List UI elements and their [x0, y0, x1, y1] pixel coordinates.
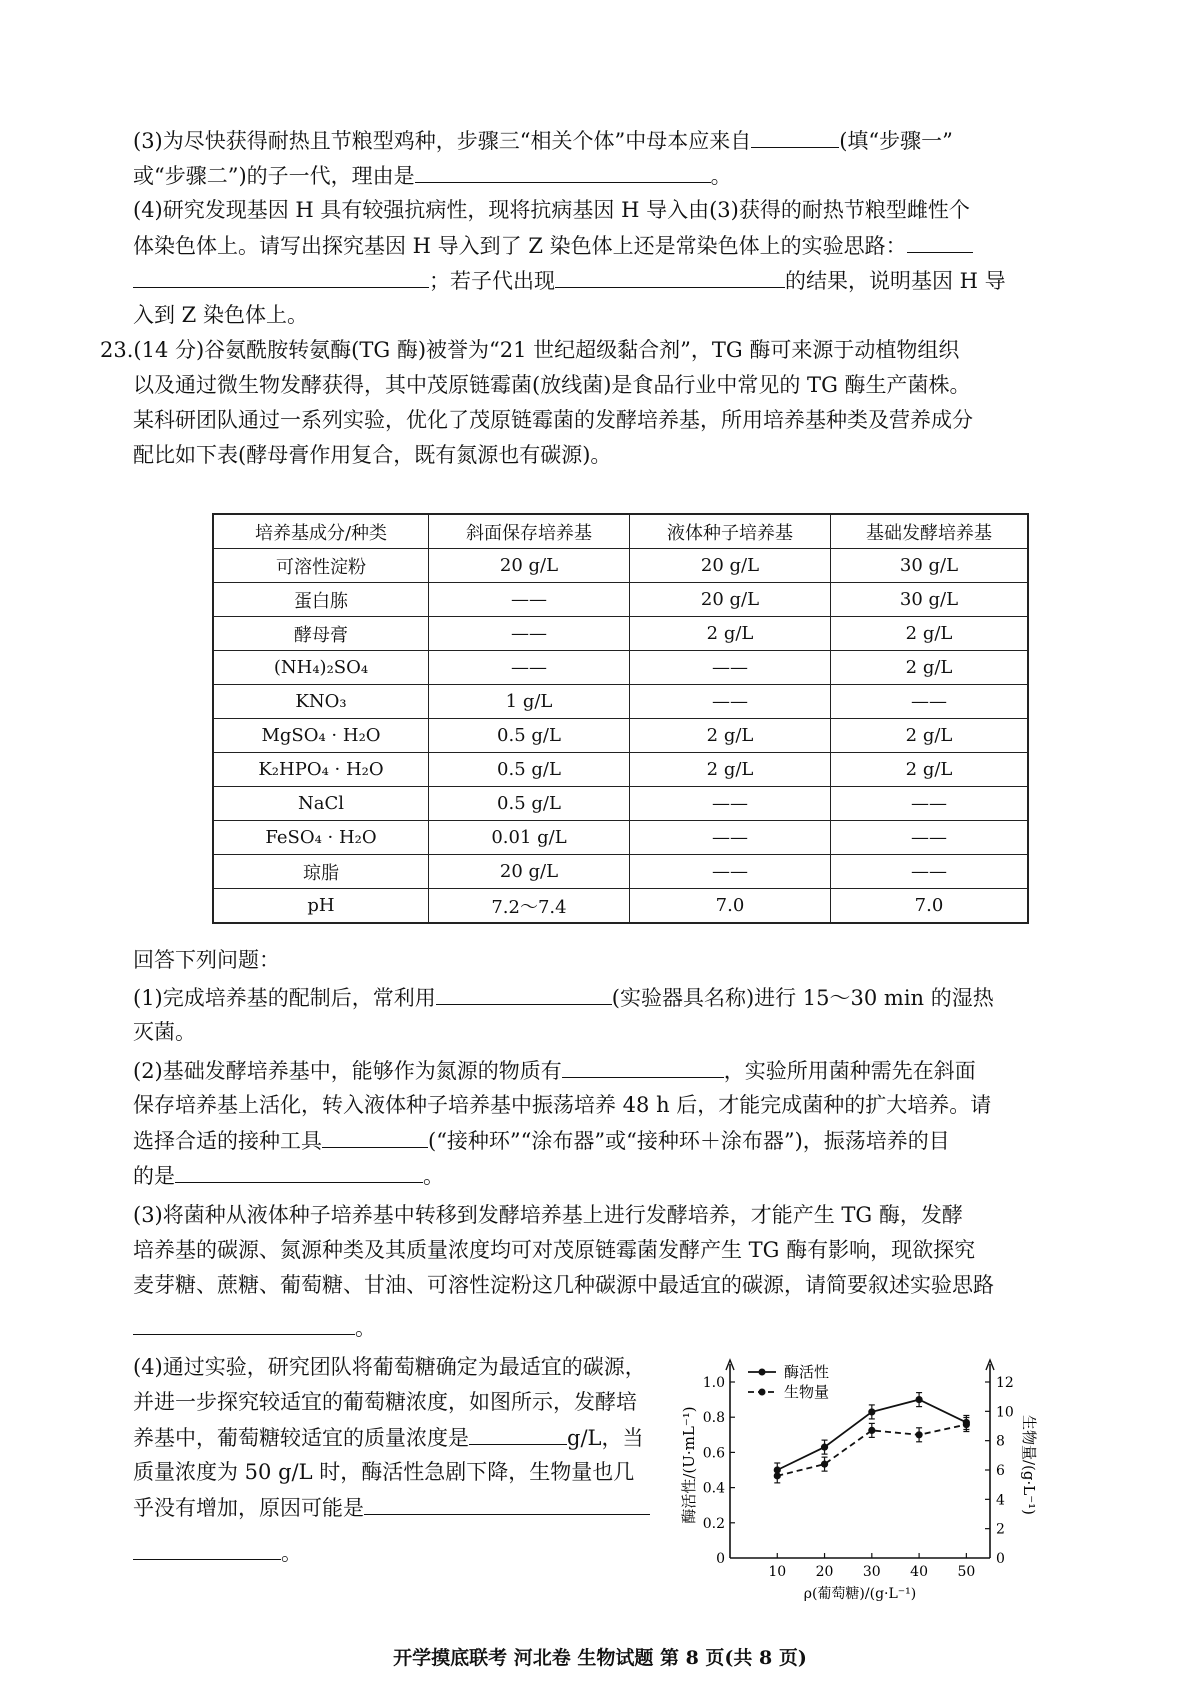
- answer-prompt-text: 回答下列问题：: [133, 948, 280, 972]
- q22-p4-text-e: 入到 Z 染色体上。: [133, 303, 308, 327]
- q23-s1-text-a: (1)完成培养基的配制后，常利用: [133, 986, 436, 1010]
- table-cell: ——: [831, 855, 1029, 889]
- q23-s4-line5: [133, 1492, 650, 1523]
- table-row-label: NaCl: [213, 787, 429, 821]
- q23-s1-line1: [133, 982, 994, 1013]
- data-point-1: [963, 1421, 970, 1428]
- table-cell: 0.5 g/L: [429, 719, 630, 753]
- q23-s2-line1: [133, 1055, 976, 1086]
- q23-s2-text-d: 选择合适的接种工具: [133, 1129, 322, 1153]
- q23-intro-line: [100, 335, 959, 365]
- left-tick-label: 0.8: [702, 1410, 725, 1427]
- table-cell: 20 g/L: [429, 855, 630, 889]
- table-row: [213, 685, 1028, 719]
- q22-p3-answer-blank-2[interactable]: [415, 160, 711, 183]
- q22-p3-end: 。: [710, 164, 732, 188]
- q23-s2-line4: [133, 1160, 444, 1191]
- q23-s4-text-f: 乎没有增加，原因可能是: [133, 1496, 364, 1520]
- data-point-0: [821, 1444, 828, 1451]
- q23-s4-text-a: (4)通过实验，研究团队将葡萄糖确定为最适宜的碳源，: [133, 1355, 646, 1379]
- q23-s1-text-c: 灭菌。: [133, 1020, 196, 1044]
- table-row: [213, 651, 1028, 685]
- data-point-0: [868, 1408, 875, 1415]
- table-cell: ——: [429, 651, 630, 685]
- right-tick-label: 2: [996, 1521, 1005, 1538]
- table-cell: ——: [429, 583, 630, 617]
- table-header-cell: 基础发酵培养基: [831, 514, 1029, 549]
- x-tick-label: 30: [862, 1564, 881, 1580]
- table-row: [213, 889, 1028, 924]
- table-cell: ——: [630, 821, 831, 855]
- table-cell: 30 g/L: [831, 549, 1029, 583]
- table-row: [213, 855, 1028, 889]
- q23-s3-text-d: 。: [355, 1316, 376, 1340]
- q23-intro-line: [133, 440, 611, 470]
- q23-s3-text-b: 培养基的碳源、氮源种类及其质量浓度均可对茂原链霉菌发酵产生 TG 酶有影响，现欲探究: [133, 1238, 976, 1262]
- q23-s3-line4: [133, 1312, 376, 1343]
- q23-s4-line1: [133, 1352, 646, 1382]
- table-cell: ——: [630, 855, 831, 889]
- table-cell: 0.5 g/L: [429, 787, 630, 821]
- data-point-1: [774, 1472, 781, 1479]
- q22-p3-text-b: (填“步骤一”: [839, 129, 953, 153]
- q22-p4-line4: [133, 300, 308, 330]
- q22-p3-answer-blank-1[interactable]: [751, 125, 839, 148]
- table-cell: 7.0: [831, 889, 1029, 924]
- q23-s1-answer-blank[interactable]: [436, 982, 612, 1005]
- q23-s4-text-c: 养基中，葡萄糖较适宜的质量浓度是: [133, 1426, 469, 1450]
- y2-axis-label: 生物量/(g·L⁻¹): [1020, 1414, 1038, 1516]
- q23-s2-text-a: (2)基础发酵培养基中，能够作为氮源的物质有: [133, 1059, 562, 1083]
- q23-s4-text-d: g/L，当: [567, 1426, 644, 1450]
- q23-s2-answer-blank-2[interactable]: [322, 1125, 428, 1148]
- q22-p3-line2: [133, 160, 732, 191]
- q23-s3-line3: [133, 1270, 994, 1300]
- left-tick-label: 0.4: [702, 1480, 725, 1497]
- legend-label-0: 酶活性: [784, 1363, 830, 1381]
- q23-s1-line2: [133, 1017, 196, 1047]
- q23-s3-answer-blank[interactable]: [133, 1312, 355, 1335]
- q23-s2-line3: [133, 1125, 950, 1156]
- table-row-label: 蛋白胨: [213, 583, 429, 617]
- table-row-label: KNO₃: [213, 685, 429, 719]
- table-row: [213, 787, 1028, 821]
- table-header-row: [213, 514, 1028, 549]
- right-tick-label: 4: [996, 1492, 1005, 1509]
- x-tick-label: 20: [815, 1564, 834, 1580]
- legend-marker-0: [759, 1369, 766, 1376]
- table-row-label: (NH₄)₂SO₄: [213, 651, 429, 685]
- q22-p3-text-c: 或“步骤二”)的子一代，理由是: [133, 164, 415, 188]
- q23-intro-text-1: 23.(14 分)谷氨酰胺转氨酶(TG 酶)被誉为“21 世纪超级黏合剂”，TG 酶可来源于动植物组织: [100, 338, 960, 362]
- table-cell: ——: [630, 787, 831, 821]
- left-tick-label: 0.2: [702, 1515, 725, 1532]
- legend-label-1: 生物量: [784, 1383, 830, 1401]
- table-header-cell: 斜面保存培养基: [429, 514, 630, 549]
- table-row: [213, 821, 1028, 855]
- y-axis-label: 酶活性/(U·mL⁻¹): [680, 1406, 698, 1524]
- q23-s2-text-c: 保存培养基上活化，转入液体种子培养基中振荡培养 48 h 后，才能完成菌种的扩大培养。请: [133, 1093, 992, 1117]
- table-row: [213, 753, 1028, 787]
- q22-p4-line3: [133, 265, 1006, 296]
- q23-s2-text-b: ，实验所用菌种需先在斜面: [723, 1059, 976, 1083]
- table-cell: ——: [831, 821, 1029, 855]
- table-row-label: 酵母膏: [213, 617, 429, 651]
- right-tick-label: 0: [996, 1551, 1005, 1567]
- q23-s3-text-a: (3)将菌种从液体种子培养基中转移到发酵培养基上进行发酵培养，才能产生 TG 酶，发酵: [133, 1203, 963, 1227]
- table-cell: 2 g/L: [630, 753, 831, 787]
- q23-s2-answer-blank-3[interactable]: [175, 1160, 423, 1183]
- table-row-label: MgSO₄ · H₂O: [213, 719, 429, 753]
- q22-p4-text-c: ；若子代出现: [429, 269, 555, 293]
- q23-intro-line: [133, 405, 973, 435]
- q23-intro-line: [133, 370, 971, 400]
- q23-s2-text-f: 的是: [133, 1164, 175, 1188]
- q23-s4-line2: [133, 1387, 637, 1417]
- q23-s3-text-c: 麦芽糖、蔗糖、葡萄糖、甘油、可溶性淀粉这几种碳源中最适宜的碳源，请简要叙述实验思路: [133, 1273, 994, 1297]
- q23-s4-text-b: 并进一步探究较适宜的葡萄糖浓度，如图所示，发酵培: [133, 1390, 637, 1414]
- data-point-1: [821, 1461, 828, 1468]
- table-cell: 7.0: [630, 889, 831, 924]
- right-tick-label: 12: [996, 1375, 1014, 1391]
- table-cell: 0.5 g/L: [429, 753, 630, 787]
- q22-p4-text-d: 的结果，说明基因 H 导: [785, 269, 1006, 293]
- media-composition-table: [212, 513, 1029, 924]
- table-row: [213, 719, 1028, 753]
- table-cell: ——: [630, 651, 831, 685]
- q23-s2-text-g: 。: [423, 1164, 444, 1188]
- q23-s4-line6: [133, 1537, 302, 1568]
- q23-s4-answer-blank-2[interactable]: [364, 1492, 650, 1515]
- right-tick-label: 8: [996, 1433, 1005, 1450]
- right-tick-label: 10: [996, 1404, 1014, 1421]
- q23-s3-line2: [133, 1235, 975, 1265]
- answer-prompt: [133, 945, 280, 975]
- table-cell: ——: [831, 685, 1029, 719]
- table-cell: 20 g/L: [429, 549, 630, 583]
- left-tick-label: 0: [716, 1551, 725, 1567]
- q22-p3-line1: [133, 125, 953, 156]
- q23-intro-text-4: 配比如下表(酵母膏作用复合，既有氮源也有碳源)。: [133, 443, 612, 467]
- q23-s2-line2: [133, 1090, 991, 1120]
- q23-s4-text-e: 质量浓度为 50 g/L 时，酶活性急剧下降，生物量也几: [133, 1460, 635, 1484]
- table-cell: 20 g/L: [630, 583, 831, 617]
- q23-s4-answer-blank-1[interactable]: [469, 1422, 567, 1445]
- q23-s2-answer-blank-1[interactable]: [562, 1055, 724, 1078]
- legend-marker-1: [759, 1389, 766, 1396]
- q22-p4-answer-blank-2[interactable]: [133, 265, 429, 288]
- q22-p4-line1: [133, 195, 970, 225]
- table-row: [213, 583, 1028, 617]
- data-point-1: [868, 1427, 875, 1434]
- table-cell: ——: [831, 787, 1029, 821]
- table-cell: 2 g/L: [630, 719, 831, 753]
- table-cell: 1 g/L: [429, 685, 630, 719]
- x-tick-label: 50: [957, 1564, 976, 1580]
- q22-p3-text: (3)为尽快获得耐热且节粮型鸡种，步骤三“相关个体”中母本应来自: [133, 129, 752, 153]
- q22-p4-answer-blank-3[interactable]: [555, 265, 785, 288]
- table-cell: ——: [630, 685, 831, 719]
- data-point-0: [915, 1396, 922, 1403]
- table-cell: 2 g/L: [831, 651, 1029, 685]
- table-cell: 2 g/L: [831, 617, 1029, 651]
- table-cell: 2 g/L: [831, 753, 1029, 787]
- q22-p4-answer-blank-1[interactable]: [907, 230, 973, 253]
- page-footer: 开学摸底联考 河北卷 生物试题 第 8 页(共 8 页): [393, 1647, 807, 1669]
- table-header-cell: 培养基成分/种类: [213, 514, 429, 549]
- table-cell: 20 g/L: [630, 549, 831, 583]
- x-tick-label: 40: [910, 1564, 929, 1580]
- table-cell: 7.2～7.4: [429, 889, 630, 924]
- table-row-label: pH: [213, 889, 429, 924]
- x-axis-label: ρ(葡萄糖)/(g·L⁻¹): [803, 1586, 917, 1602]
- q23-s4-line4: [133, 1457, 634, 1487]
- right-tick-label: 6: [996, 1463, 1005, 1479]
- glucose-concentration-chart: [680, 1350, 1125, 1605]
- table-row: [213, 617, 1028, 651]
- q23-intro-text-2: 以及通过微生物发酵获得，其中茂原链霉菌(放线菌)是食品行业中常见的 TG 酶生产菌株。: [133, 373, 971, 397]
- q23-s4-text-g: 。: [281, 1541, 302, 1565]
- q23-intro-text-3: 某科研团队通过一系列实验，优化了茂原链霉菌的发酵培养基，所用培养基种类及营养成分: [133, 408, 973, 432]
- table-cell: ——: [429, 617, 630, 651]
- q23-s3-line1: [133, 1200, 963, 1230]
- table-cell: 2 g/L: [630, 617, 831, 651]
- table-cell: 0.01 g/L: [429, 821, 630, 855]
- chart-plot-group: [680, 1360, 1038, 1602]
- table-cell: 30 g/L: [831, 583, 1029, 617]
- table-header-cell: 液体种子培养基: [630, 514, 831, 549]
- q22-p4-text-b: 体染色体上。请写出探究基因 H 导入到了 Z 染色体上还是常染色体上的实验思路：: [133, 234, 907, 258]
- q23-s1-text-b: (实验器具名称)进行 15～30 min 的湿热: [611, 986, 994, 1010]
- table-cell: 2 g/L: [831, 719, 1029, 753]
- table-row: [213, 549, 1028, 583]
- q23-s2-text-e: (“接种环”“涂布器”或“接种环＋涂布器”)，振荡培养的目: [428, 1129, 950, 1153]
- left-tick-label: 0.6: [702, 1445, 725, 1462]
- table-row-label: K₂HPO₄ · H₂O: [213, 753, 429, 787]
- x-tick-label: 10: [768, 1564, 787, 1580]
- q23-s4-line3: [133, 1422, 643, 1453]
- left-tick-label: 1.0: [702, 1375, 725, 1391]
- q23-s4-answer-blank-3[interactable]: [133, 1537, 281, 1560]
- table-row-label: 可溶性淀粉: [213, 549, 429, 583]
- table-row-label: FeSO₄ · H₂O: [213, 821, 429, 855]
- q22-p4-line2: [133, 230, 973, 261]
- q22-p4-text-a: (4)研究发现基因 H 具有较强抗病性，现将抗病基因 H 导入由(3)获得的耐热节粮型雌性个: [133, 198, 970, 222]
- table-row-label: 琼脂: [213, 855, 429, 889]
- data-point-1: [915, 1431, 922, 1438]
